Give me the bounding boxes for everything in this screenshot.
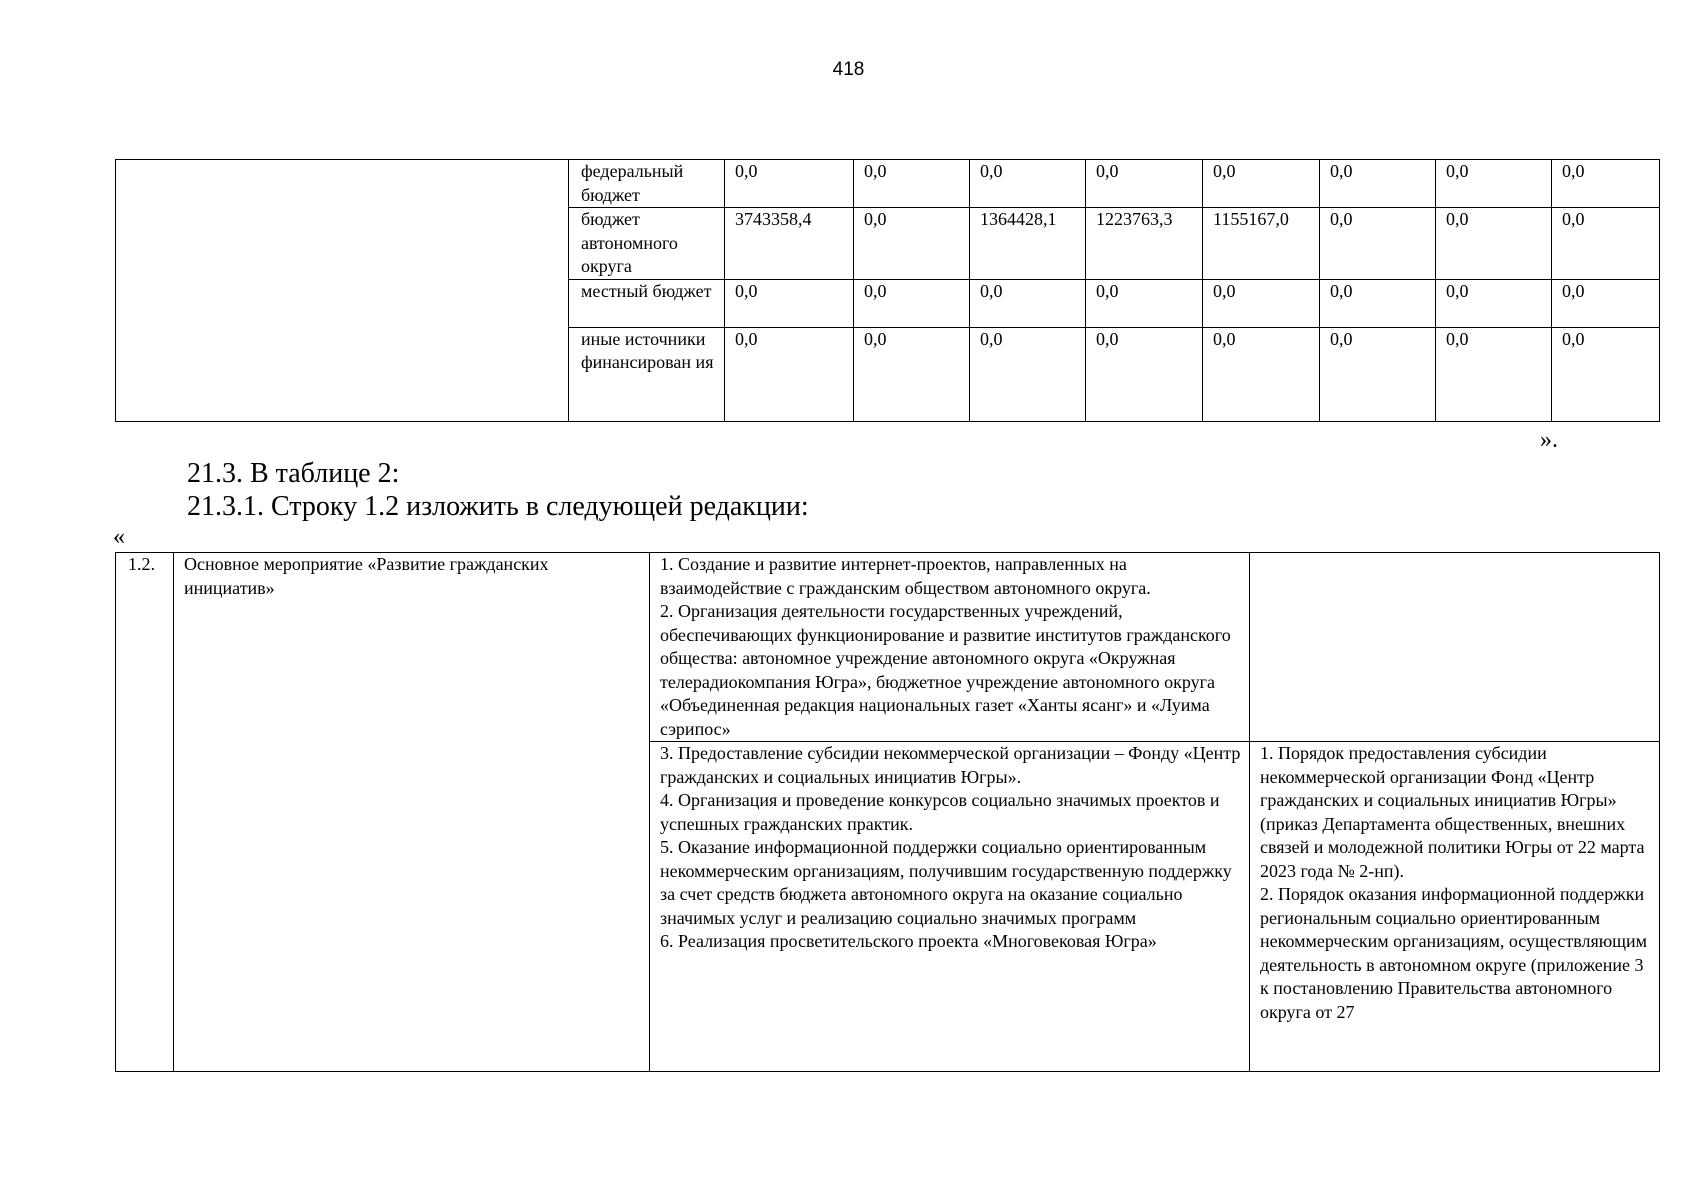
value-cell: 0,0 — [725, 160, 854, 208]
value-cell: 3743358,4 — [725, 208, 854, 280]
value-cell: 1364428,1 — [970, 208, 1086, 280]
value-cell: 0,0 — [854, 208, 970, 280]
value-cell: 0,0 — [1552, 208, 1660, 280]
subsection-heading: 21.3.1. Строку 1.2 изложить в следующей редакции: — [187, 491, 809, 522]
value-cell: 0,0 — [1086, 160, 1203, 208]
value-cell: 0,0 — [1320, 327, 1436, 421]
value-cell: 0,0 — [1552, 279, 1660, 327]
value-cell: 0,0 — [854, 279, 970, 327]
value-cell: 0,0 — [854, 327, 970, 421]
section-heading: 21.3. В таблице 2: — [187, 458, 400, 489]
financing-table — [115, 159, 1660, 422]
value-cell: 1155167,0 — [1203, 208, 1320, 280]
value-cell: 0,0 — [1086, 327, 1203, 421]
value-cell: 0,0 — [1552, 160, 1660, 208]
empty-cell — [116, 160, 569, 422]
value-cell: 0,0 — [1436, 327, 1552, 421]
source-label: бюджет автономного округа — [569, 208, 725, 280]
row-number: 1.2. — [116, 553, 174, 1072]
documents-cell: 1. Порядок предоставления субсидии некоммерческой организации Фонд «Центр гражданских и социальных инициатив Югры» (приказ Департамента общественных, внешних связей и молодежной политики Югры от 22 марта 2023 года № 2-нп). 2. Порядок оказания информационной поддержки региональным социально ориентированным некоммерческим организациям, осуществляющим деятельность в автономном округе (приложение 3 к постановлению Правительства автономного округа от 27 — [1250, 742, 1660, 1072]
value-cell: 0,0 — [1320, 208, 1436, 280]
value-cell: 0,0 — [970, 160, 1086, 208]
page-number: 418 — [832, 59, 865, 80]
value-cell: 0,0 — [725, 279, 854, 327]
value-cell: 0,0 — [1203, 160, 1320, 208]
value-cell: 0,0 — [1086, 279, 1203, 327]
activity-name: Основное мероприятие «Развитие гражданских инициатив» — [174, 553, 650, 1072]
table-row — [116, 160, 1660, 208]
measures-cell: 3. Предоставление субсидии некоммерческой организации – Фонду «Центр гражданских и социальных инициатив Югры». 4. Организация и проведение конкурсов социально значимых проектов и успешных гражданских практик. 5. Оказание информационной поддержки социально ориентированным некоммерческим организациям, получившим государственную поддержку за счет средств бюджета автономного округа на оказание социально значимых услуг и реализацию социально значимых программ 6. Реализация просветительского проекта «Многовековая Югра» — [650, 742, 1250, 1072]
source-label: федеральный бюджет — [569, 160, 725, 208]
value-cell: 0,0 — [970, 279, 1086, 327]
program-row-table — [115, 552, 1660, 1072]
value-cell: 0,0 — [970, 327, 1086, 421]
source-label: иные источники финансирован ия — [569, 327, 725, 421]
closing-quote: ». — [1540, 427, 1558, 453]
value-cell: 0,0 — [1203, 327, 1320, 421]
table-row — [116, 553, 1660, 742]
value-cell: 0,0 — [1320, 279, 1436, 327]
measures-cell: 1. Создание и развитие интернет-проектов, направленных на взаимодействие с гражданским обществом автономного округа. 2. Организация деятельности государственных учреждений, обеспечивающих функционирование и развитие институтов гражданского общества: автономное учреждение автономного округа «Окружная телерадиокомпания Югра», бюджетное учреждение автономного округа «Объединенная редакция национальных газет «Ханты ясанг» и «Луима сэрипос» — [650, 553, 1250, 742]
value-cell: 0,0 — [725, 327, 854, 421]
value-cell: 0,0 — [1203, 279, 1320, 327]
value-cell: 0,0 — [1552, 327, 1660, 421]
value-cell: 0,0 — [854, 160, 970, 208]
opening-quote: « — [113, 524, 125, 550]
value-cell: 0,0 — [1320, 160, 1436, 208]
value-cell: 0,0 — [1436, 208, 1552, 280]
value-cell: 0,0 — [1436, 160, 1552, 208]
value-cell: 0,0 — [1436, 279, 1552, 327]
source-label: местный бюджет — [569, 279, 725, 327]
value-cell: 1223763,3 — [1086, 208, 1203, 280]
documents-cell — [1250, 553, 1660, 742]
